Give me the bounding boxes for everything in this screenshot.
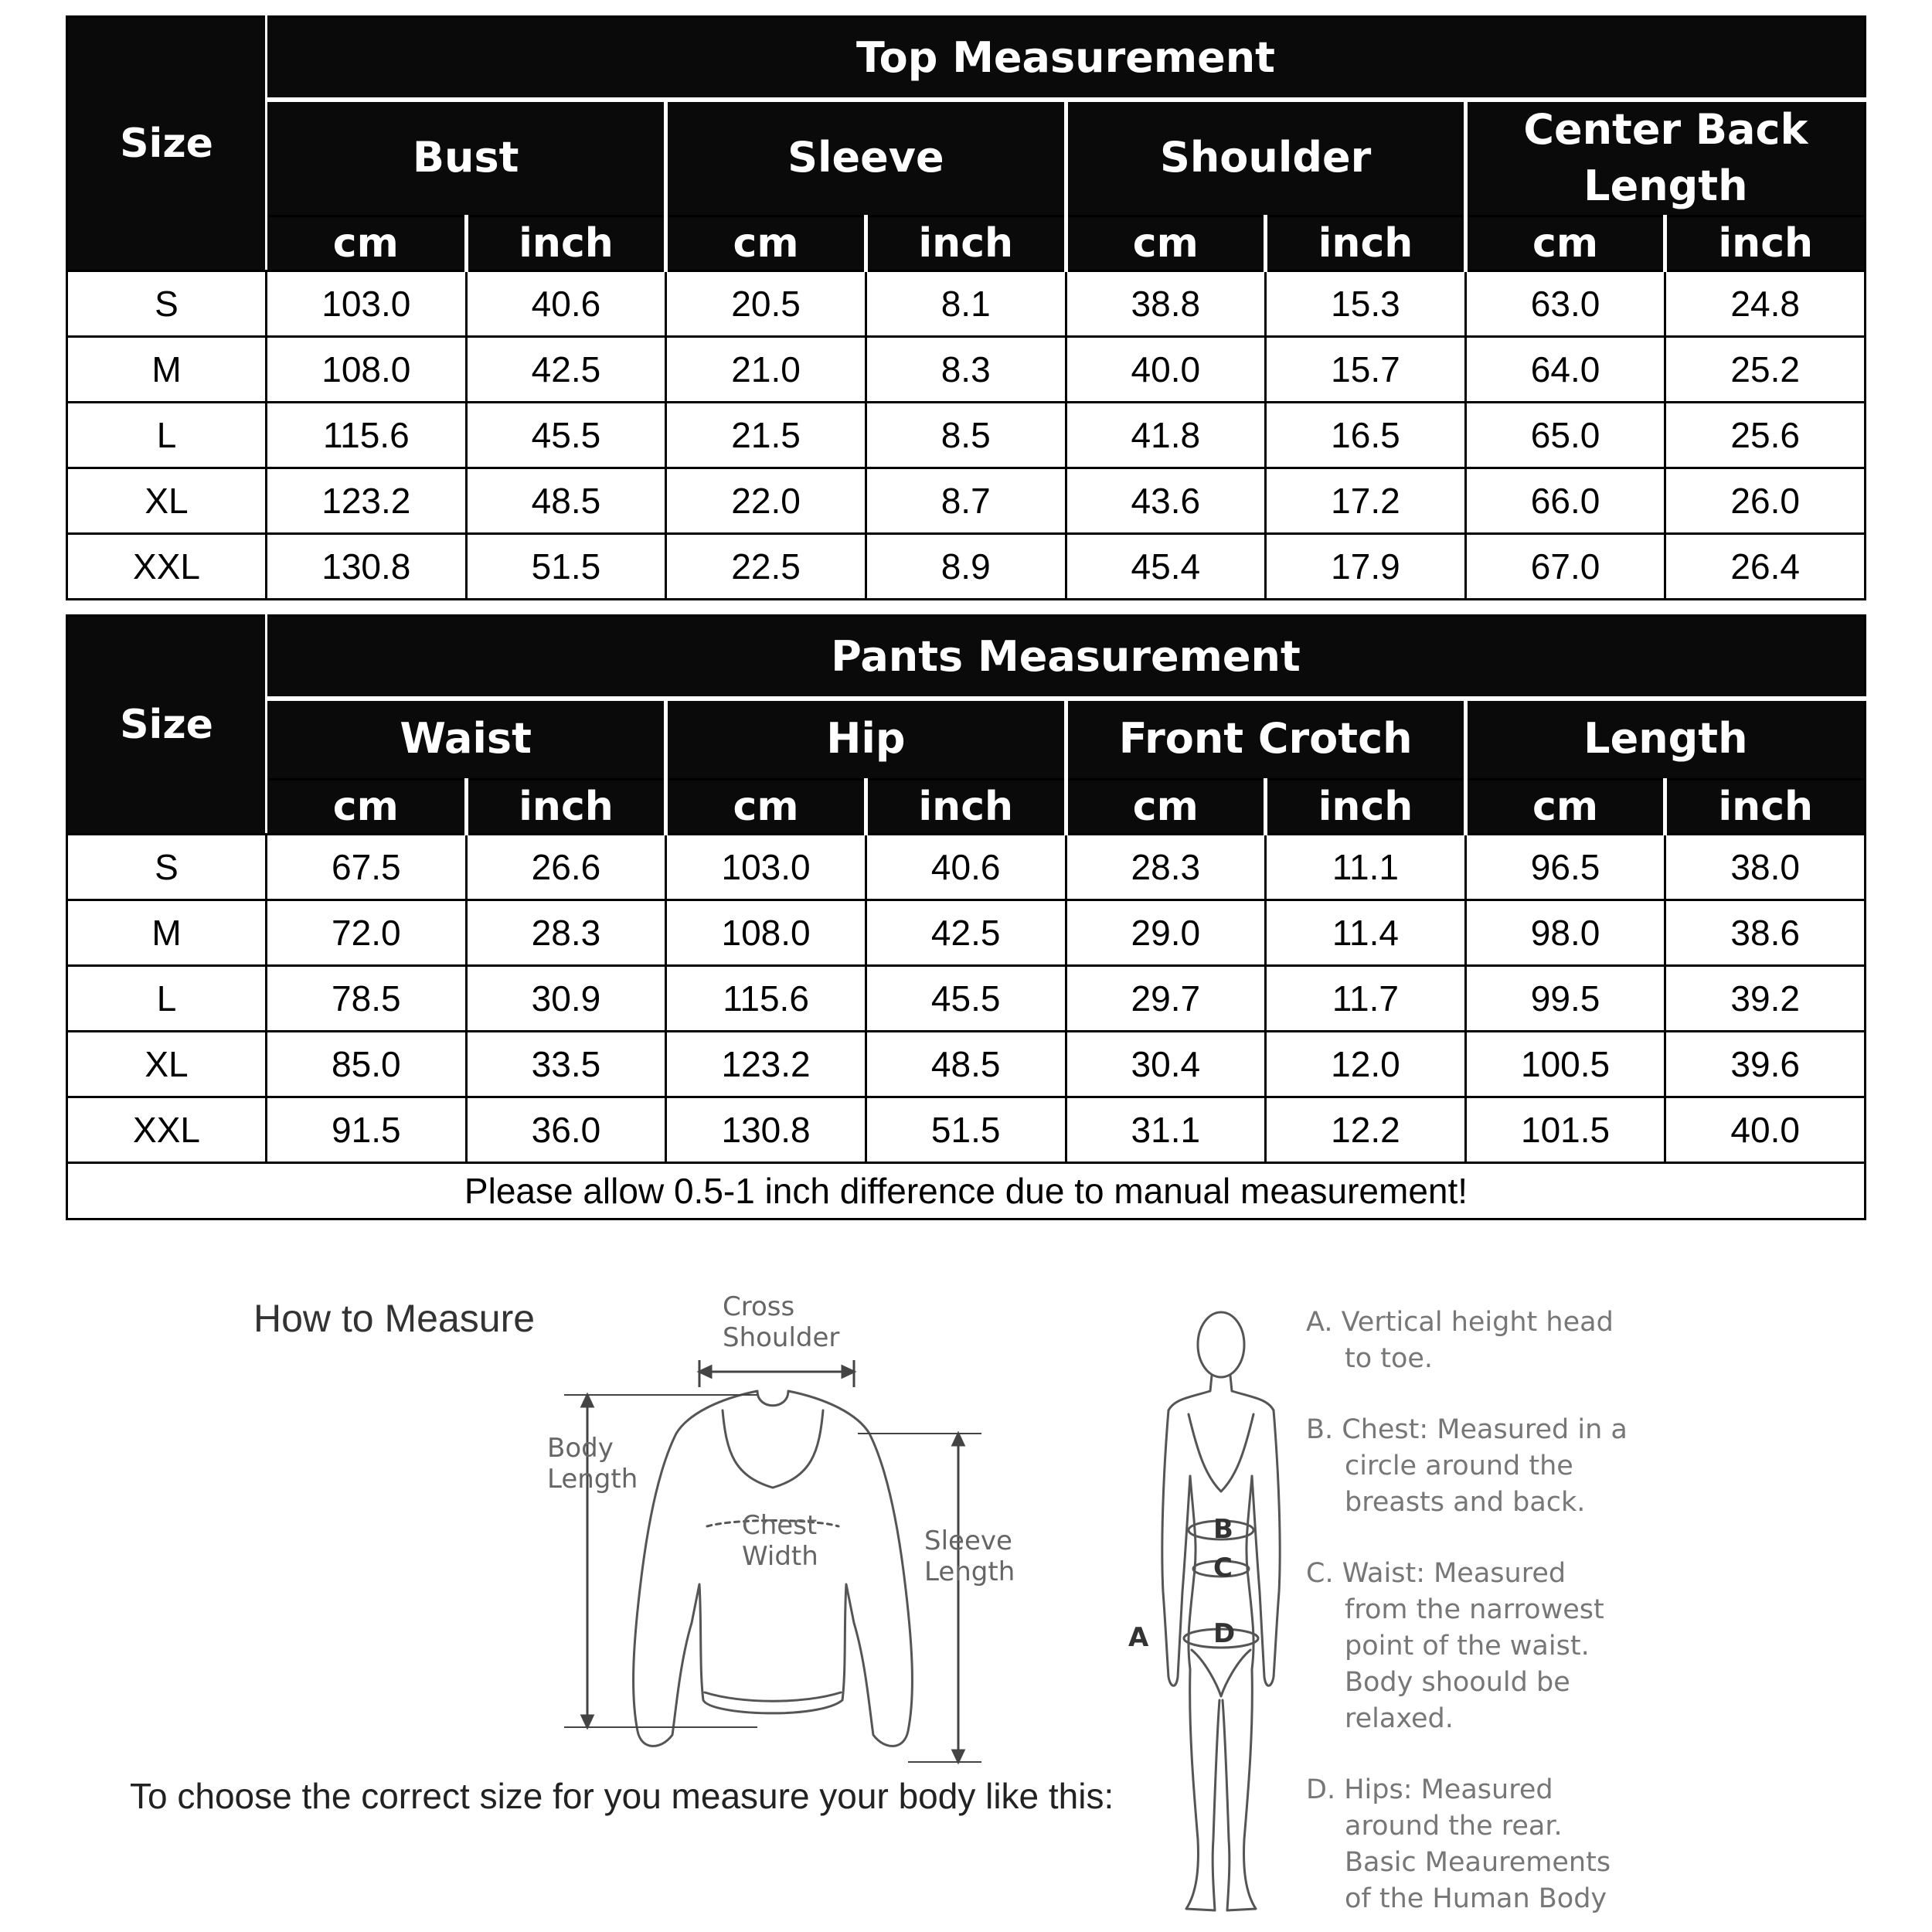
table-cell: 25.2 <box>1665 336 1866 402</box>
table-row <box>67 533 1866 599</box>
table-cell: 40.6 <box>466 270 666 336</box>
table-cell: 123.2 <box>267 468 467 533</box>
legend-line: C. Waist: Measured <box>1306 1558 1566 1589</box>
figure-label-b: B <box>1213 1514 1233 1545</box>
table-cell: 45.5 <box>466 402 666 468</box>
sleeve-length-label <box>924 1526 1015 1588</box>
table-cell: 101.5 <box>1465 1097 1665 1162</box>
table-cell: 11.1 <box>1266 834 1466 900</box>
figure-label-d: D <box>1213 1618 1236 1649</box>
chest-width-label <box>742 1511 818 1573</box>
table-cell: 100.5 <box>1465 1031 1665 1097</box>
table-cell: 67.5 <box>267 834 467 900</box>
size-header: Size <box>67 616 267 835</box>
body-figure-diagram <box>1121 1298 1321 1924</box>
table-row <box>67 1031 1866 1097</box>
table-cell: 48.5 <box>866 1031 1066 1097</box>
legend-item-b <box>1306 1412 1628 1521</box>
unit-header: inch <box>866 216 1066 270</box>
pants-measurement-table <box>66 614 1866 1220</box>
diagram-label-text: Cross <box>723 1291 795 1322</box>
table-cell: 15.7 <box>1266 336 1466 402</box>
top-measurement-title: Top Measurement <box>267 17 1866 100</box>
table-cell: 12.2 <box>1266 1097 1466 1162</box>
table-row <box>67 336 1866 402</box>
table-cell: 40.0 <box>1066 336 1266 402</box>
table-cell: 91.5 <box>267 1097 467 1162</box>
legend-line: Body shoould be <box>1345 1667 1570 1698</box>
table-cell: 25.6 <box>1665 402 1866 468</box>
table-cell: 43.6 <box>1066 468 1266 533</box>
size-cell: L <box>67 402 267 468</box>
table-cell: 17.2 <box>1266 468 1466 533</box>
legend-item-d <box>1306 1772 1611 1917</box>
table-row <box>67 965 1866 1031</box>
legend-line: to toe. <box>1345 1343 1434 1374</box>
table-cell: 8.1 <box>866 270 1066 336</box>
table-cell: 15.3 <box>1266 270 1466 336</box>
size-cell: XL <box>67 1031 267 1097</box>
unit-header: inch <box>1266 779 1466 834</box>
sleeve-header: Sleeve <box>666 100 1066 216</box>
table-cell: 38.6 <box>1665 900 1866 965</box>
table-cell: 20.5 <box>666 270 866 336</box>
table-cell: 39.2 <box>1665 965 1866 1031</box>
diagram-label-text: Body <box>547 1433 614 1464</box>
table-row <box>67 1097 1866 1162</box>
measure-instruction: To choose the correct size for you measure your body like this: <box>130 1776 1114 1816</box>
figure-label-c: C <box>1213 1553 1233 1583</box>
table-cell: 8.9 <box>866 533 1066 599</box>
table-cell: 72.0 <box>267 900 467 965</box>
size-header: Size <box>67 17 267 271</box>
legend-line: A. Vertical height head <box>1306 1307 1614 1338</box>
unit-header: cm <box>1066 216 1266 270</box>
table-cell: 28.3 <box>1066 834 1266 900</box>
unit-header: inch <box>466 779 666 834</box>
waist-header: Waist <box>267 699 666 779</box>
legend-line: around the rear. <box>1345 1811 1563 1842</box>
table-cell: 41.8 <box>1066 402 1266 468</box>
table-cell: 8.7 <box>866 468 1066 533</box>
table-row <box>67 468 1866 533</box>
table-cell: 8.5 <box>866 402 1066 468</box>
legend-line: Basic Meaurements <box>1345 1847 1611 1878</box>
table-cell: 28.3 <box>466 900 666 965</box>
table-cell: 123.2 <box>666 1031 866 1097</box>
diagram-label-text: Length <box>924 1556 1015 1587</box>
table-cell: 103.0 <box>666 834 866 900</box>
table-cell: 78.5 <box>267 965 467 1031</box>
table-cell: 30.9 <box>466 965 666 1031</box>
center-back-length-header: Center Back Length <box>1465 100 1865 216</box>
table-cell: 16.5 <box>1266 402 1466 468</box>
unit-header: cm <box>666 216 866 270</box>
size-cell: XXL <box>67 533 267 599</box>
table-cell: 67.0 <box>1465 533 1665 599</box>
unit-header: cm <box>267 216 467 270</box>
table-cell: 22.5 <box>666 533 866 599</box>
table-cell: 66.0 <box>1465 468 1665 533</box>
table-cell: 42.5 <box>466 336 666 402</box>
table-cell: 98.0 <box>1465 900 1665 965</box>
unit-header: inch <box>1665 779 1866 834</box>
top-table-body <box>67 270 1866 599</box>
table-cell: 26.6 <box>466 834 666 900</box>
table-cell: 108.0 <box>267 336 467 402</box>
unit-header: cm <box>1465 779 1665 834</box>
table-cell: 33.5 <box>466 1031 666 1097</box>
table-cell: 108.0 <box>666 900 866 965</box>
hip-header: Hip <box>666 699 1066 779</box>
table-cell: 38.8 <box>1066 270 1266 336</box>
legend-line: circle around the <box>1345 1451 1573 1481</box>
legend-item-a <box>1306 1304 1614 1377</box>
table-row <box>67 900 1866 965</box>
note-row <box>67 1162 1866 1219</box>
size-cell: L <box>67 965 267 1031</box>
size-cell: S <box>67 270 267 336</box>
table-cell: 30.4 <box>1066 1031 1266 1097</box>
table-cell: 12.0 <box>1266 1031 1466 1097</box>
table-cell: 64.0 <box>1465 336 1665 402</box>
unit-header: cm <box>666 779 866 834</box>
table-cell: 40.6 <box>866 834 1066 900</box>
table-cell: 103.0 <box>267 270 467 336</box>
cross-shoulder-label <box>723 1292 839 1354</box>
unit-header: cm <box>1465 216 1665 270</box>
front-crotch-header: Front Crotch <box>1066 699 1465 779</box>
diagram-label-text: Chest <box>742 1510 818 1541</box>
table-row <box>67 834 1866 900</box>
legend-line: relaxed. <box>1345 1703 1454 1734</box>
table-cell: 51.5 <box>866 1097 1066 1162</box>
table-cell: 48.5 <box>466 468 666 533</box>
table-cell: 29.0 <box>1066 900 1266 965</box>
unit-header: inch <box>1266 216 1466 270</box>
length-header: Length <box>1465 699 1865 779</box>
table-cell: 29.7 <box>1066 965 1266 1031</box>
size-cell: M <box>67 900 267 965</box>
diagram-label-text: Width <box>742 1540 818 1572</box>
unit-header: cm <box>1066 779 1266 834</box>
table-cell: 115.6 <box>666 965 866 1031</box>
size-cell: XL <box>67 468 267 533</box>
legend-line: from the narrowest <box>1345 1594 1604 1625</box>
pants-table-body <box>67 834 1866 1219</box>
table-cell: 45.5 <box>866 965 1066 1031</box>
top-measurement-table <box>66 15 1866 600</box>
table-cell: 11.4 <box>1266 900 1466 965</box>
table-cell: 42.5 <box>866 900 1066 965</box>
table-cell: 130.8 <box>267 533 467 599</box>
diagram-label-text: Length <box>547 1463 638 1495</box>
table-cell: 21.0 <box>666 336 866 402</box>
diagram-label-text: Sleeve <box>924 1526 1012 1556</box>
body-length-label <box>547 1434 638 1495</box>
table-cell: 22.0 <box>666 468 866 533</box>
pants-measurement-title: Pants Measurement <box>267 616 1866 699</box>
size-cell: M <box>67 336 267 402</box>
unit-header: inch <box>1665 216 1866 270</box>
table-cell: 99.5 <box>1465 965 1665 1031</box>
table-row <box>67 270 1866 336</box>
size-cell: S <box>67 834 267 900</box>
table-cell: 38.0 <box>1665 834 1866 900</box>
legend-line: of the Human Body <box>1345 1883 1607 1914</box>
table-cell: 31.1 <box>1066 1097 1266 1162</box>
table-cell: 130.8 <box>666 1097 866 1162</box>
table-cell: 115.6 <box>267 402 467 468</box>
table-cell: 63.0 <box>1465 270 1665 336</box>
figure-label-a: A <box>1128 1622 1149 1653</box>
table-row <box>67 402 1866 468</box>
table-cell: 26.0 <box>1665 468 1866 533</box>
legend-line: point of the waist. <box>1345 1631 1590 1662</box>
size-cell: XXL <box>67 1097 267 1162</box>
legend-line: D. Hips: Measured <box>1306 1774 1553 1805</box>
table-cell: 65.0 <box>1465 402 1665 468</box>
table-cell: 21.5 <box>666 402 866 468</box>
legend-line: B. Chest: Measured in a <box>1306 1414 1628 1445</box>
table-cell: 26.4 <box>1665 533 1866 599</box>
table-cell: 85.0 <box>267 1031 467 1097</box>
diagram-label-text: Shoulder <box>723 1321 840 1353</box>
legend-item-c <box>1306 1556 1604 1737</box>
how-to-measure-title: How to Measure <box>253 1297 536 1340</box>
table-cell: 11.7 <box>1266 965 1466 1031</box>
unit-header: inch <box>866 779 1066 834</box>
legend-line: breasts and back. <box>1345 1487 1586 1518</box>
table-cell: 40.0 <box>1665 1097 1866 1162</box>
table-cell: 24.8 <box>1665 270 1866 336</box>
table-cell: 17.9 <box>1266 533 1466 599</box>
shoulder-header: Shoulder <box>1066 100 1465 216</box>
table-cell: 51.5 <box>466 533 666 599</box>
unit-header: cm <box>267 779 467 834</box>
table-cell: 8.3 <box>866 336 1066 402</box>
table-cell: 36.0 <box>466 1097 666 1162</box>
table-cell: 45.4 <box>1066 533 1266 599</box>
bust-header: Bust <box>267 100 666 216</box>
table-cell: 96.5 <box>1465 834 1665 900</box>
unit-header: inch <box>466 216 666 270</box>
measurement-note: Please allow 0.5-1 inch difference due to manual measurement! <box>67 1162 1866 1219</box>
table-cell: 39.6 <box>1665 1031 1866 1097</box>
